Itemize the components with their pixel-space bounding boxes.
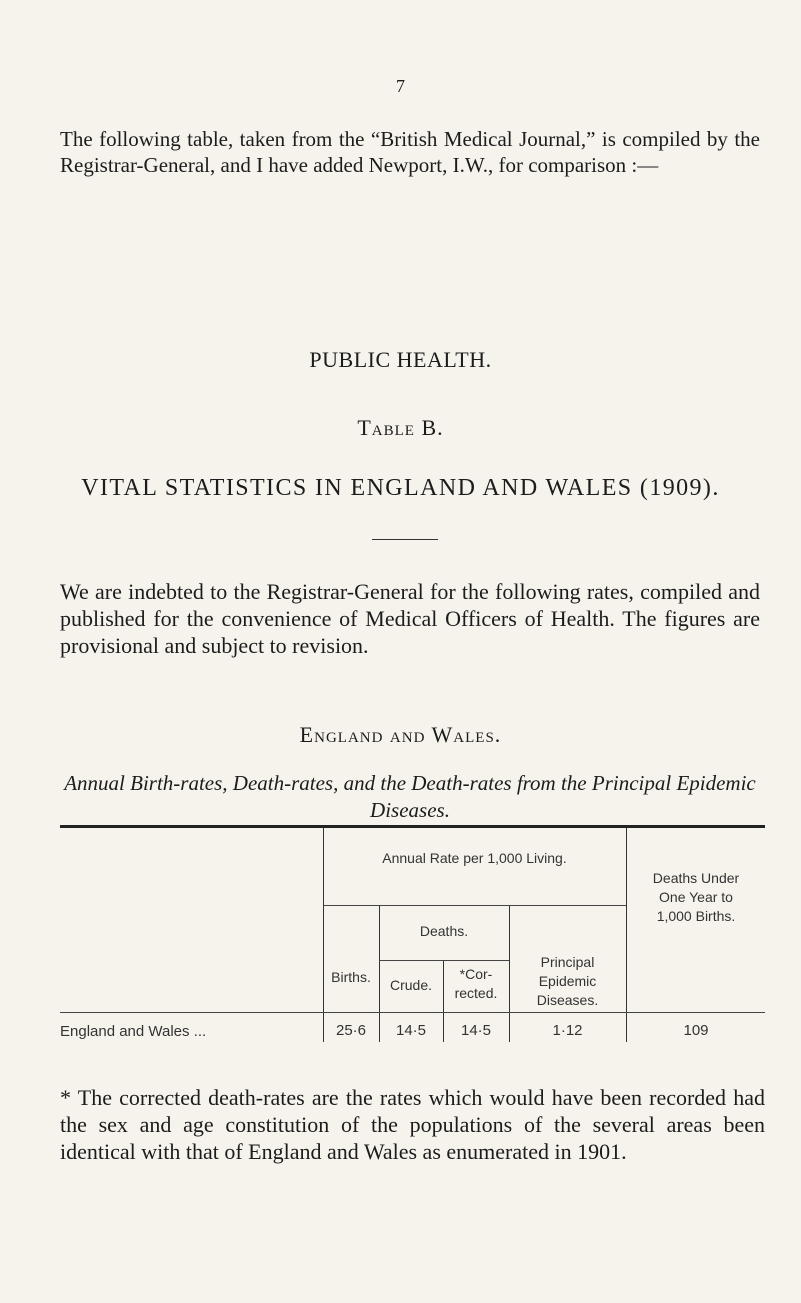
table-subtitle: Annual Birth-rates, Death-rates, and the Death-rates from the Principal Epidemic Diseases.	[64, 771, 756, 822]
cell-corrected: 14·5	[460, 1022, 492, 1039]
table-label: Table B.	[357, 415, 444, 440]
intro-paragraph: The following table, taken from the “British Medical Journal,” is compiled by the Registrar-General, and I have added Newport, I.W., for comparison :—	[60, 127, 760, 177]
cell-crude: 14·5	[395, 1022, 427, 1039]
cell-births: 25·6	[335, 1022, 367, 1039]
header-annual-rate: Annual Rate per 1,000 Living.	[382, 850, 567, 866]
table-top-border	[60, 825, 765, 828]
acknowledgement-paragraph: We are indebted to the Registrar-General for the following rates, compiled and published for the convenience of Medical Officers of Health. The figures are provisional and subject to revision.	[60, 579, 760, 658]
header-infant-deaths: Deaths Under One Year to 1,000 Births.	[652, 870, 740, 924]
cell-principal: 1·12	[552, 1022, 583, 1039]
title-divider	[372, 539, 438, 540]
header-principal-epidemic: Principal Epidemic Diseases.	[536, 954, 599, 1008]
header-deaths: Deaths.	[419, 923, 469, 939]
header-corrected: *Cor-rected.	[454, 966, 498, 1001]
header-crude: Crude.	[389, 977, 433, 993]
section-title: England and Wales.	[299, 722, 502, 747]
page-number: 7	[396, 76, 405, 96]
cell-infant-deaths: 109	[683, 1022, 709, 1039]
table-hline	[60, 1012, 765, 1013]
table-hline	[323, 905, 626, 906]
row-label: England and Wales ...	[60, 1023, 207, 1040]
main-title: VITAL STATISTICS IN ENGLAND AND WALES (1909).	[81, 475, 720, 501]
table-hline	[379, 960, 509, 961]
header-births: Births.	[331, 969, 371, 985]
heading-public-health: PUBLIC HEALTH.	[309, 347, 492, 372]
table-vline	[626, 828, 627, 1042]
footnote: * The corrected death-rates are the rates which would have been recorded had the sex and age constitution of the populations of the several areas been identical with that of England and Wales as enumerated in 1901.	[60, 1085, 765, 1164]
